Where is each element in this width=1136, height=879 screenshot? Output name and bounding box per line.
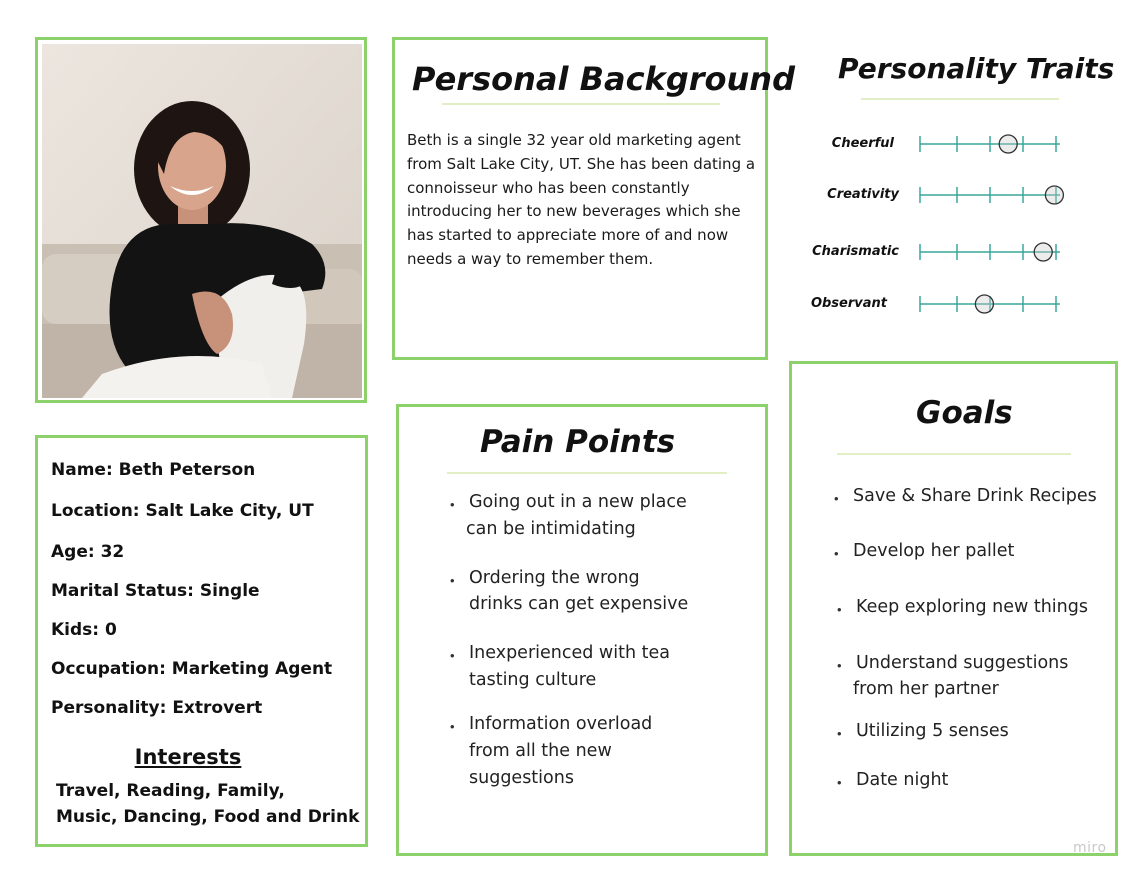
trait-label-creativity: Creativity [827,187,899,202]
trait-scale-charismatic [920,243,1060,261]
info-age: Age: 32 [51,542,125,562]
background-title: Personal Background [412,60,795,98]
bullet-dot-icon: • [834,546,839,561]
pain-point-4: Information overload [469,714,653,734]
trait-label-charismatic: Charismatic [812,244,899,259]
goal-1: Save & Share Drink Recipes [853,486,1097,506]
trait-level-marker [1034,243,1052,261]
goal-2: Develop her pallet [853,541,1015,561]
background-text: Beth is a single 32 year old marketing agent from Salt Lake City, UT. She has been dating a connoisseur who has been constantly introducing her to new beverages which she has started to appreciate more of and now needs a way to remember them. [407,131,756,268]
goal-5: Utilizing 5 senses [856,721,1009,741]
pain-point-2-cont: drinks can get expensive [469,594,689,614]
bullet-dot-icon: • [450,648,455,663]
goal-6: Date night [856,770,949,790]
persona-photo-card [35,37,367,403]
interests-line-2: Music, Dancing, Food and Drink [56,807,360,827]
pain-point-2: Ordering the wrong [469,568,640,588]
traits-scales [910,125,1080,325]
goal-4-cont: from her partner [853,679,999,699]
info-occupation: Occupation: Marketing Agent [51,659,333,679]
bullet-dot-icon: • [837,602,842,617]
pain-point-1: Going out in a new place [469,492,687,512]
pain-point-4-cont: from all the new [469,741,612,761]
bullet-dot-icon: • [450,573,455,588]
info-location: Location: Salt Lake City, UT [51,501,314,521]
pain-points-title: Pain Points [480,424,676,460]
goals-title: Goals [916,395,1013,431]
interests-line-1: Travel, Reading, Family, [56,781,285,801]
interests-title: Interests [134,745,242,769]
info-kids: Kids: 0 [51,620,117,640]
pain-point-3: Inexperienced with tea [469,643,670,663]
goals-title-underline [837,453,1071,455]
info-personality: Personality: Extrovert [51,698,263,718]
trait-scale-cheerful [920,135,1060,153]
bullet-dot-icon: • [450,497,455,512]
bullet-dot-icon: • [450,719,455,734]
trait-level-marker [1045,186,1063,204]
traits-title: Personality Traits [838,52,1115,85]
background-card [392,37,795,360]
trait-label-observant: Observant [810,296,887,311]
trait-scale-observant [920,295,1060,313]
goal-4: Understand suggestions [856,653,1069,673]
pain-point-4-cont2: suggestions [469,768,574,788]
goal-3: Keep exploring new things [856,597,1088,617]
miro-watermark: miro [1073,840,1107,856]
info-name: Name: Beth Peterson [51,460,256,480]
traits-title-underline [861,98,1059,100]
trait-label-cheerful: Cheerful [831,136,894,151]
goals-card [789,361,1118,856]
bullet-dot-icon: • [834,491,839,506]
bullet-dot-icon: • [837,726,842,741]
pain-points-title-underline [447,472,727,474]
trait-level-marker [975,295,993,313]
background-title-underline [442,103,720,105]
pain-point-3-cont: tasting culture [469,670,597,690]
info-card [35,435,368,847]
info-marital-status: Marital Status: Single [51,581,260,601]
trait-scale-creativity [920,186,1063,204]
pain-points-card [396,404,768,856]
bullet-dot-icon: • [837,658,842,673]
bullet-dot-icon: • [837,775,842,790]
trait-level-marker [999,135,1017,153]
pain-point-1-cont: can be intimidating [466,519,636,539]
persona-photo [42,44,362,398]
